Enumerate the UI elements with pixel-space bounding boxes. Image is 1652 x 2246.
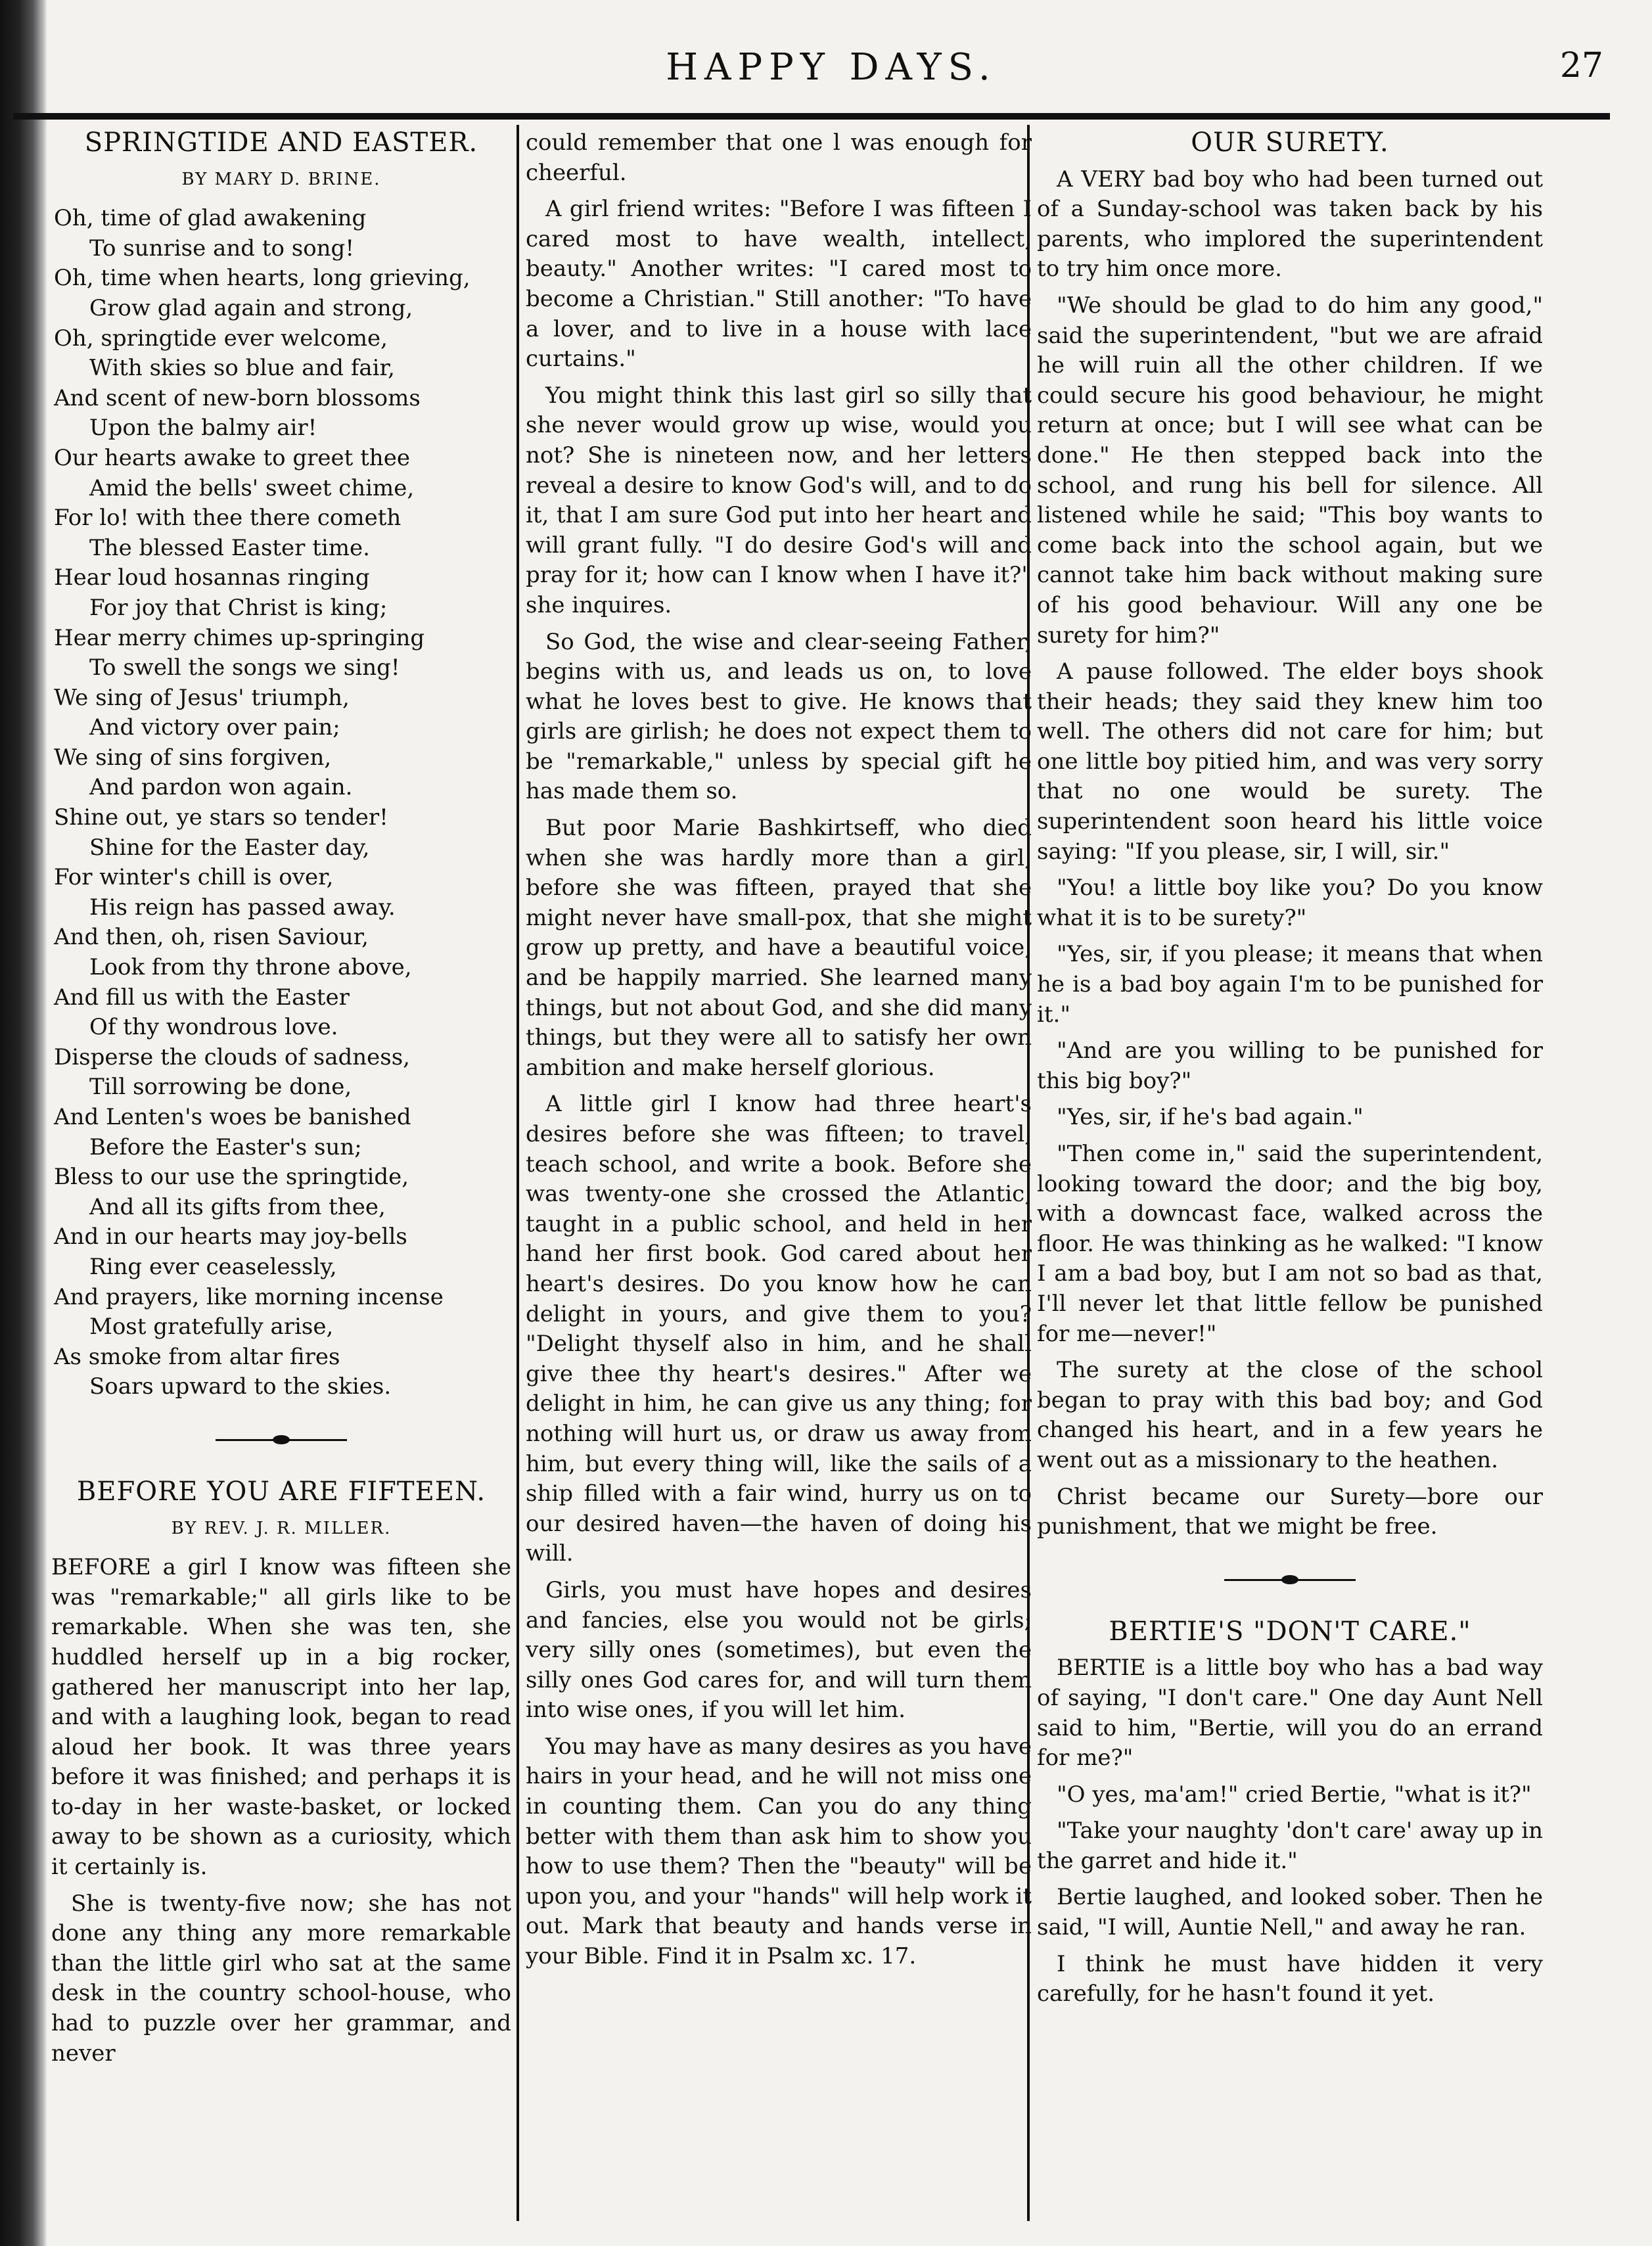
paragraph: A little girl I know had three heart's desires before she was fifteen; to travel, teach school, and write a book. Before she was twenty-one she crossed the Atlantic, taught in a public school, and held in her hand her first book. God cared about her heart's desires. Do you know how he can delight in yours, and give them to you? "Delight thyself also in him, and he shall give thee thy heart's desires." After we delight in him, he can give us any thing; for nothing will hurt us, or draw us away from him, but every thing will, like the sails of a ship filled with a fair wind, hurry us on to our desired haven—the haven of doing his will. bbox=[526, 1091, 1032, 1567]
poem-line: Shine for the Easter day, bbox=[89, 834, 370, 861]
paragraph: You may have as many desires as you have hairs in your head, and he will not miss one in counting them. Can you do any thing better with them than ask him to show you how to use them? Then the "beauty" will be upon you, and your "hands" will help work it out. Mark that beauty and hands verse in your Bible. Find it in Psalm xc. 17. bbox=[526, 1733, 1032, 1970]
poem-line: To sunrise and to song! bbox=[89, 235, 354, 262]
paragraph: So God, the wise and clear-seeing Father, begins with us, and leads us on, to love what he loves best to give. He knows that girls are girlish; he does not expect them to be "remarkable," unless by special gift he has made them so. bbox=[526, 628, 1032, 805]
poem-line: Amid the bells' sweet chime, bbox=[89, 474, 415, 501]
poem-line: Most gratefully arise, bbox=[89, 1314, 334, 1341]
poem-line: To swell the songs we sing! bbox=[89, 654, 400, 681]
poem-line: We sing of sins forgiven, bbox=[54, 744, 332, 771]
section-ornament bbox=[1037, 1567, 1543, 1593]
paragraph: A girl friend writes: "Before I was fifteen I cared most to have wealth, intellect, beauty." Another writes: "I cared most to become a Christian." Still another: "To have a lover, and to live in a house with lace curtains." bbox=[526, 196, 1032, 373]
paragraph: "Then come in," said the superintendent, looking toward the door; and the big boy, with a downcast face, walked across the floor. He was thinking as he walked: "I know I am a bad boy, but I am not so bad as that, I'll never let that little fellow be punished for me—never!" bbox=[1037, 1141, 1543, 1347]
poem-line: His reign has passed away. bbox=[89, 894, 396, 921]
header-rule bbox=[13, 113, 1610, 120]
paragraph: A VERY bad boy who had been turned out of a Sunday-school was taken back by his parents, who implored the superintendent to try him once more. bbox=[1037, 166, 1543, 283]
paragraph: BERTIE is a little boy who has a bad way of saying, "I don't care." One day Aunt Nell said to him, "Bertie, will you do an errand for me?" bbox=[1037, 1655, 1543, 1772]
paragraph: Christ became our Surety—bore our punishment, that we might be free. bbox=[1037, 1483, 1543, 1540]
paragraph: "You! a little boy like you? Do you know what it is to be surety?" bbox=[1037, 875, 1543, 931]
column-3 bbox=[1037, 128, 1543, 2016]
column-1 bbox=[51, 128, 511, 2075]
poem-line: And then, oh, risen Saviour, bbox=[54, 924, 369, 951]
poem-line: Disperse the clouds of sadness, bbox=[54, 1043, 410, 1070]
poem-line: Oh, time when hearts, long grieving, bbox=[54, 265, 470, 292]
paragraph: BEFORE a girl I know was fifteen she was "remarkable;" all girls like to be remarkable. When she was ten, she huddled herself up in a big rocker, gathered her manuscript into her lap, and with a laughing look, began to read aloud her book. It was three years before it was finished; and perhaps it is to-day in her waste-basket, or locked away to be shown as a curiosity, which it certainly is. bbox=[51, 1554, 511, 1881]
article-title-bertie: BERTIE'S "DON'T CARE." bbox=[1109, 1616, 1471, 1647]
paragraph: She is twenty-five now; she has not done any thing any more remarkable than the little girl who sat at the same desk in the country school-house, who had to puzzle over her grammar, and never bbox=[51, 1890, 511, 2067]
paragraph: "Yes, sir, if you please; it means that when he is a bad boy again I'm to be punished for it." bbox=[1037, 941, 1543, 1028]
poem-line: Till sorrowing be done, bbox=[89, 1074, 352, 1101]
poem-line: And prayers, like morning incense bbox=[54, 1283, 444, 1310]
paragraph: But poor Marie Bashkirtseff, who died when she was hardly more than a girl, before she was fifteen, prayed that she might never have small-pox, that she might grow up pretty, and have a beautiful voice, and be happily married. She learned many things, but not about God, and she did many things, but they were all to satisfy her own ambition and make herself glorious. bbox=[526, 815, 1032, 1081]
poem-line: With skies so blue and fair, bbox=[89, 355, 395, 382]
paragraph: could remember that one l was enough for cheerful. bbox=[526, 129, 1032, 186]
paragraph: The surety at the close of the school began to pray with this bad boy; and God changed his heart, and in a few years he went out as a missionary to the heathen. bbox=[1037, 1357, 1543, 1473]
poem-line: And victory over pain; bbox=[89, 714, 340, 741]
poem-line: Grow glad again and strong, bbox=[89, 294, 413, 321]
poem-line: As smoke from altar fires bbox=[54, 1343, 340, 1370]
scan-gutter bbox=[0, 0, 47, 2246]
column-rule-1 bbox=[516, 125, 519, 2221]
poem-line: And scent of new-born blossoms bbox=[54, 384, 421, 411]
paragraph: "We should be glad to do him any good," said the superintendent, "but we are afraid he will ruin all the other children. If we could secure his good behaviour, he might return at once; but I will see what can be done." He then stepped back into the school, and rung his bell for silence. All listened while he said; "This boy wants to come back into the school again, but we cannot take him back without making sure of his good behaviour. Will any one be surety for him?" bbox=[1037, 292, 1543, 649]
poem-byline: BY MARY D. BRINE. bbox=[181, 169, 381, 189]
poem-line: Look from thy throne above, bbox=[89, 954, 412, 981]
paragraph: I think he must have hidden it very carefully, for he hasn't found it yet. bbox=[1037, 1950, 1543, 2007]
poem-line: Oh, time of glad awakening bbox=[54, 205, 367, 232]
article-title: BEFORE YOU ARE FIFTEEN. bbox=[76, 1476, 486, 1507]
poem-line: We sing of Jesus' triumph, bbox=[54, 684, 350, 711]
poem-line: Upon the balmy air! bbox=[89, 415, 317, 442]
paragraph: "O yes, ma'am!" cried Bertie, "what is it?" bbox=[1057, 1781, 1532, 1808]
poem-line: The blessed Easter time. bbox=[89, 534, 370, 561]
article-title-surety: OUR SURETY. bbox=[1191, 127, 1389, 158]
paragraph: Bertie laughed, and looked sober. Then he said, "I will, Auntie Nell," and away he ran. bbox=[1037, 1884, 1543, 1941]
paragraph: Girls, you must have hopes and desires and fancies, else you would not be girls; very silly ones (sometimes), but even the silly ones God cares for, and will turn them into wise ones, if you will let him. bbox=[526, 1576, 1032, 1724]
paragraph: You might think this last girl so silly that she never would grow up wise, would you not? She is nineteen now, and her letters reveal a desire to know God's will, and to do it, that I am sure God put into her heart and will grant fully. "I do desire God's will and pray for it; how can I know when I have it?" she inquires. bbox=[526, 382, 1032, 618]
paragraph: "Take your naughty 'don't care' away up in the garret and hide it." bbox=[1037, 1818, 1543, 1874]
poem-line: And fill us with the Easter bbox=[54, 984, 350, 1011]
poem bbox=[51, 204, 511, 1402]
poem-line: Ring ever ceaselessly, bbox=[89, 1253, 337, 1280]
poem-line: And in our hearts may joy-bells bbox=[54, 1224, 407, 1250]
poem-line: Soars upward to the skies. bbox=[89, 1373, 392, 1400]
column-2 bbox=[526, 128, 1032, 1979]
poem-line: Of thy wondrous love. bbox=[89, 1014, 338, 1041]
poem-line: And all its gifts from thee, bbox=[89, 1193, 386, 1220]
section-ornament bbox=[51, 1427, 511, 1454]
poem-line: And pardon won again. bbox=[89, 774, 353, 801]
paragraph: "And are you willing to be punished for this big boy?" bbox=[1037, 1038, 1543, 1094]
poem-line: For winter's chill is over, bbox=[54, 864, 334, 891]
poem-title: SPRINGTIDE AND EASTER. bbox=[84, 127, 478, 158]
poem-line: For joy that Christ is king; bbox=[89, 594, 388, 621]
poem-line: Shine out, ye stars so tender! bbox=[54, 804, 388, 831]
poem-line: For lo! with thee there cometh bbox=[54, 505, 402, 532]
paragraph: A pause followed. The elder boys shook their heads; they said they knew him too well. The others did not care for him; but one little boy pitied him, and was very sorry that no one would be surety. The superintendent soon heard his little voice saying: "If you please, sir, I will, sir." bbox=[1037, 658, 1543, 865]
poem-line: And Lenten's woes be banished bbox=[54, 1104, 411, 1130]
publication-title: HAPPY DAYS. bbox=[666, 46, 997, 89]
poem-line: Before the Easter's sun; bbox=[89, 1134, 362, 1160]
poem-line: Hear loud hosannas ringing bbox=[54, 564, 370, 591]
poem-line: Hear merry chimes up-springing bbox=[54, 624, 425, 651]
poem-line: Our hearts awake to greet thee bbox=[54, 444, 410, 471]
page-header bbox=[59, 46, 1603, 105]
poem-line: Bless to our use the springtide, bbox=[54, 1164, 409, 1191]
article-byline: BY REV. J. R. MILLER. bbox=[171, 1518, 392, 1538]
paragraph: "Yes, sir, if he's bad again." bbox=[1057, 1104, 1364, 1131]
page-number: 27 bbox=[1559, 46, 1603, 85]
poem-line: Oh, springtide ever welcome, bbox=[54, 325, 388, 352]
